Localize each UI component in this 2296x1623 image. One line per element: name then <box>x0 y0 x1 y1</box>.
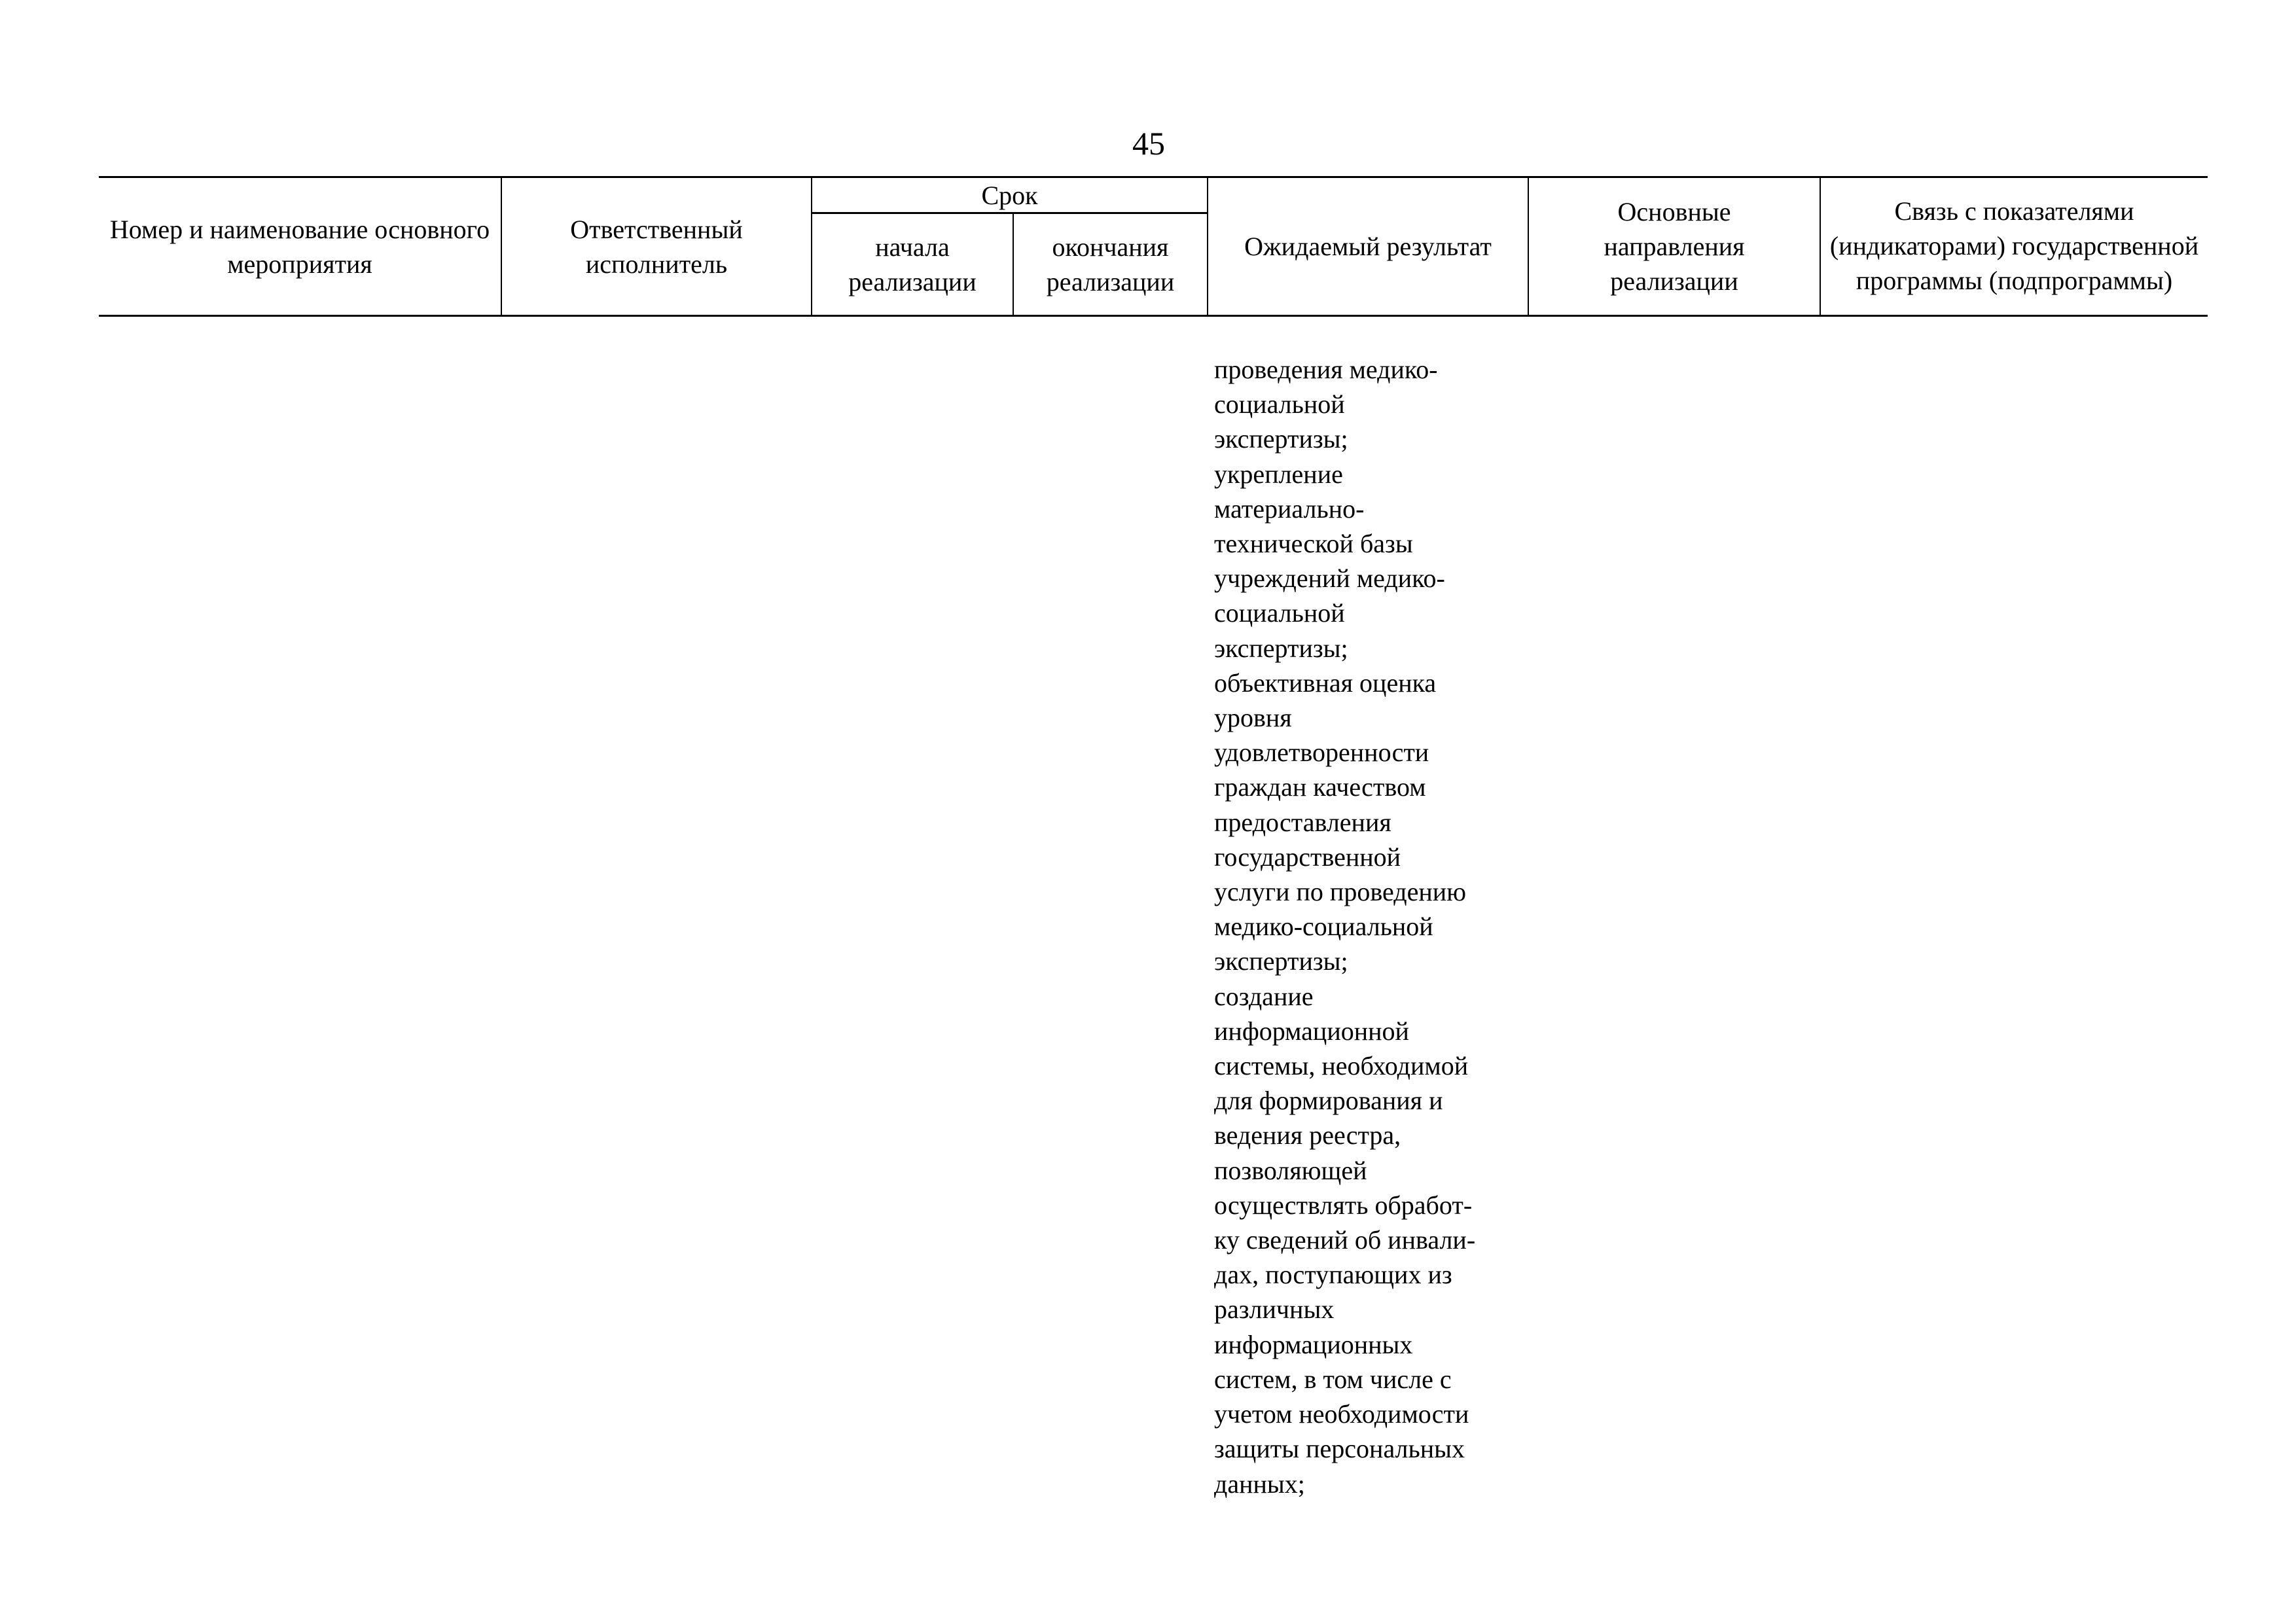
header-responsible: Ответственный исполнитель <box>570 214 743 279</box>
expected-result-line: медико-социальной <box>1214 912 1433 942</box>
expected-result-line: ведения реестра, <box>1214 1120 1401 1150</box>
expected-result-line: систем, в том числе с <box>1214 1364 1452 1394</box>
expected-result-line: государственной <box>1214 842 1401 872</box>
expected-result-line: информационной <box>1214 1016 1409 1046</box>
header-expected-result: Ожидаемый результат <box>1244 232 1492 261</box>
expected-result-line: экспертизы; <box>1214 633 1348 663</box>
page-number: 45 <box>1132 125 1165 162</box>
expected-result-line: создание <box>1214 981 1314 1011</box>
expected-result-line: экспертизы; <box>1214 946 1348 976</box>
expected-result-line: осуществлять обработ- <box>1214 1190 1473 1220</box>
expected-result-line: учетом необходимости <box>1214 1399 1469 1429</box>
expected-result-text <box>1214 352 1475 1501</box>
expected-result-line: технической базы <box>1214 529 1413 559</box>
expected-result-line: данных; <box>1214 1469 1305 1499</box>
expected-result-line: системы, необходимой <box>1214 1051 1469 1081</box>
expected-result-line: граждан качеством <box>1214 772 1426 802</box>
header-srok-start: начала реализации <box>848 232 977 296</box>
expected-result-line: удовлетворенности <box>1214 738 1429 768</box>
expected-result-line: материально- <box>1214 493 1365 524</box>
expected-result-line: для формирования и <box>1214 1086 1443 1116</box>
expected-result-line: защиты персональных <box>1214 1434 1465 1464</box>
header-srok-end: окончания реализации <box>1046 232 1175 296</box>
expected-result-line: позволяющей <box>1214 1155 1367 1185</box>
expected-result-line: предоставления <box>1214 807 1391 837</box>
header-srok: Срок <box>981 180 1038 210</box>
header-main-directions: Основные направления реализации <box>1604 197 1745 296</box>
expected-result-line: социальной <box>1214 598 1345 628</box>
expected-result-line: различных <box>1214 1294 1335 1325</box>
expected-result-line: социальной <box>1214 389 1345 419</box>
header-activity-name: Номер и наименование основного мероприятия <box>109 214 490 279</box>
expected-result-line: укрепление <box>1214 459 1343 489</box>
expected-result-line: проведения медико- <box>1214 355 1438 384</box>
expected-result-line: услуги по проведению <box>1214 877 1467 907</box>
expected-result-line: ку сведений об инвали- <box>1214 1225 1476 1255</box>
expected-result-line: объективная оценка <box>1214 668 1437 698</box>
expected-result-line: экспертизы; <box>1214 424 1348 454</box>
header-indicators-link: Связь с показателями (индикаторами) государственной программы (подпрограммы) <box>1829 196 2199 295</box>
expected-result-line: учреждений медико- <box>1214 563 1445 594</box>
expected-result-line: дах, поступающих из <box>1214 1260 1452 1290</box>
expected-result-line: уровня <box>1214 703 1292 733</box>
expected-result-line: информационных <box>1214 1329 1413 1359</box>
